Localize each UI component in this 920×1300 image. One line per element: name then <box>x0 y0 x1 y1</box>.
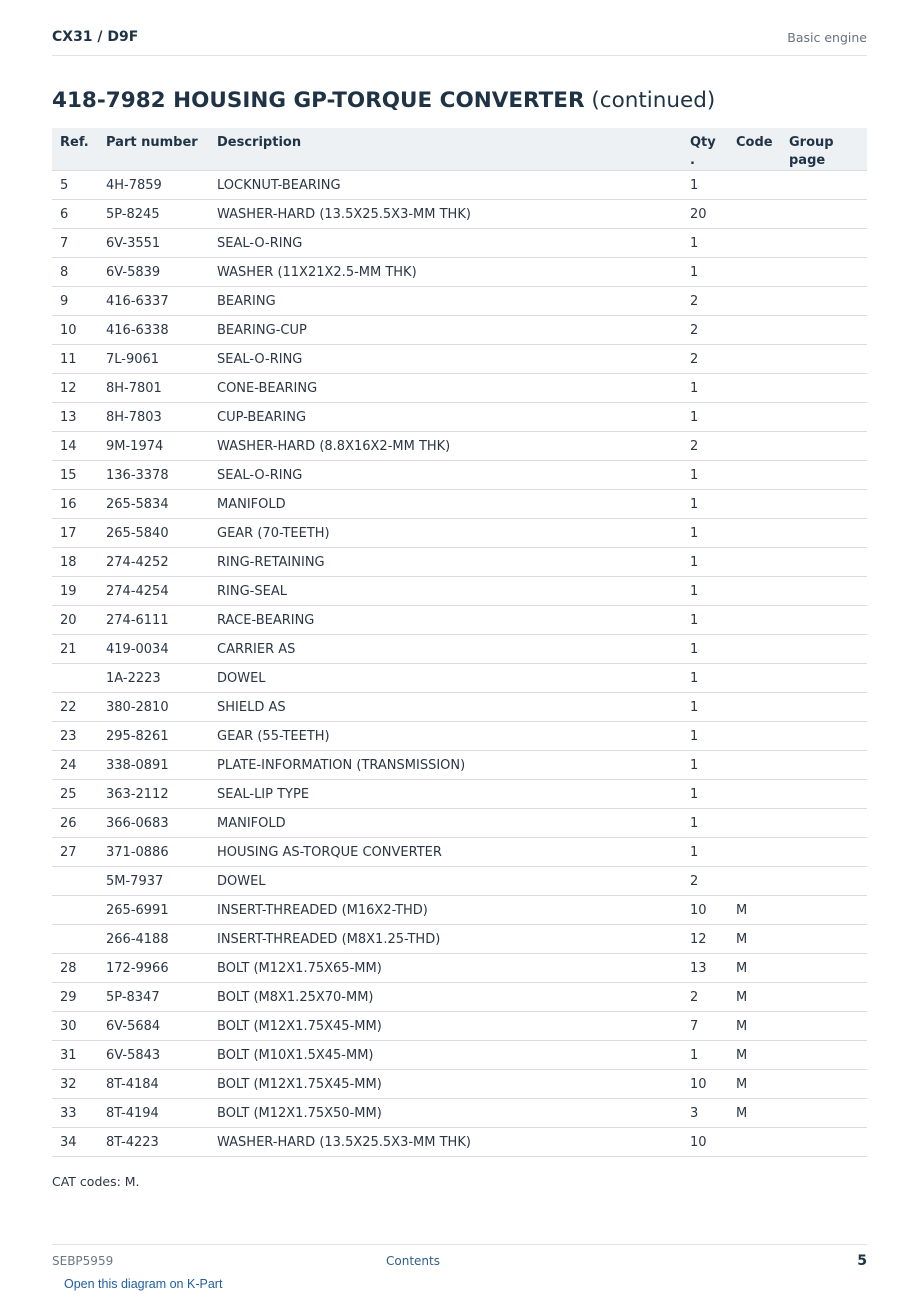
cell-code <box>728 171 781 200</box>
cell-group-page <box>781 635 867 664</box>
cell-code <box>728 229 781 258</box>
cell-description: WASHER-HARD (8.8X16X2-MM THK) <box>209 432 682 461</box>
table-row <box>52 1128 867 1157</box>
table-row <box>52 229 867 258</box>
table-row <box>52 780 867 809</box>
cell-description: WASHER-HARD (13.5X25.5X3-MM THK) <box>209 1128 682 1157</box>
cell-description: GEAR (70-TEETH) <box>209 519 682 548</box>
cell-part-number: 9M-1974 <box>98 432 209 461</box>
cell-ref: 13 <box>52 403 98 432</box>
cell-qty: 1 <box>682 809 728 838</box>
table-row <box>52 635 867 664</box>
cell-part-number: 419-0034 <box>98 635 209 664</box>
cell-code <box>728 374 781 403</box>
cell-ref <box>52 896 98 925</box>
cell-description: MANIFOLD <box>209 809 682 838</box>
cell-ref: 5 <box>52 171 98 200</box>
cell-part-number: 5P-8245 <box>98 200 209 229</box>
cell-part-number: 6V-5684 <box>98 1012 209 1041</box>
cell-part-number: 6V-3551 <box>98 229 209 258</box>
cell-qty: 2 <box>682 287 728 316</box>
cell-ref <box>52 664 98 693</box>
cell-qty: 3 <box>682 1099 728 1128</box>
cell-part-number: 363-2112 <box>98 780 209 809</box>
cell-part-number: 8T-4184 <box>98 1070 209 1099</box>
cell-code <box>728 751 781 780</box>
cell-ref: 26 <box>52 809 98 838</box>
cell-group-page <box>781 838 867 867</box>
cell-code: M <box>728 896 781 925</box>
cell-qty: 1 <box>682 374 728 403</box>
cell-code <box>728 693 781 722</box>
cell-ref <box>52 925 98 954</box>
table-row <box>52 461 867 490</box>
cell-part-number: 8H-7803 <box>98 403 209 432</box>
cell-part-number: 5M-7937 <box>98 867 209 896</box>
cell-part-number: 265-6991 <box>98 896 209 925</box>
group-header-line1: Group <box>789 135 834 150</box>
cell-description: WASHER-HARD (13.5X25.5X3-MM THK) <box>209 200 682 229</box>
cell-ref: 31 <box>52 1041 98 1070</box>
cell-group-page <box>781 1041 867 1070</box>
cell-description: RING-SEAL <box>209 577 682 606</box>
cell-qty: 10 <box>682 896 728 925</box>
table-row <box>52 519 867 548</box>
cell-part-number: 274-4252 <box>98 548 209 577</box>
cell-qty: 1 <box>682 664 728 693</box>
cell-part-number: 416-6338 <box>98 316 209 345</box>
cell-description: GEAR (55-TEETH) <box>209 722 682 751</box>
cell-description: SEAL-LIP TYPE <box>209 780 682 809</box>
cell-ref: 28 <box>52 954 98 983</box>
table-row <box>52 983 867 1012</box>
column-header-part-number: Part number <box>98 128 209 171</box>
cell-qty: 2 <box>682 867 728 896</box>
cell-group-page <box>781 577 867 606</box>
cell-code <box>728 519 781 548</box>
cell-code <box>728 287 781 316</box>
cell-description: DOWEL <box>209 664 682 693</box>
page-title <box>52 88 715 113</box>
cell-ref: 16 <box>52 490 98 519</box>
group-header-line2: page <box>789 153 826 168</box>
cell-qty: 1 <box>682 838 728 867</box>
cell-ref: 30 <box>52 1012 98 1041</box>
cell-group-page <box>781 751 867 780</box>
table-row <box>52 838 867 867</box>
cell-code <box>728 606 781 635</box>
table-row <box>52 1099 867 1128</box>
table-row <box>52 664 867 693</box>
cell-group-page <box>781 374 867 403</box>
cell-description: BEARING-CUP <box>209 316 682 345</box>
cell-code <box>728 548 781 577</box>
cell-qty: 1 <box>682 722 728 751</box>
title-suffix: (continued) <box>591 88 716 113</box>
cell-group-page <box>781 287 867 316</box>
title-main: 418-7982 HOUSING GP-TORQUE CONVERTER <box>52 88 585 113</box>
cell-qty: 1 <box>682 229 728 258</box>
cell-description: CUP-BEARING <box>209 403 682 432</box>
cell-description: WASHER (11X21X2.5-MM THK) <box>209 258 682 287</box>
cell-qty: 12 <box>682 925 728 954</box>
cell-part-number: 4H-7859 <box>98 171 209 200</box>
cell-ref: 18 <box>52 548 98 577</box>
cell-group-page <box>781 867 867 896</box>
cell-code: M <box>728 983 781 1012</box>
cell-group-page <box>781 925 867 954</box>
cell-qty: 1 <box>682 461 728 490</box>
cell-ref: 10 <box>52 316 98 345</box>
table-row <box>52 316 867 345</box>
table-header-row <box>52 128 867 171</box>
cell-description: SEAL-O-RING <box>209 345 682 374</box>
cell-qty: 1 <box>682 606 728 635</box>
cell-code: M <box>728 1070 781 1099</box>
cell-part-number: 7L-9061 <box>98 345 209 374</box>
cell-part-number: 274-6111 <box>98 606 209 635</box>
cell-ref: 17 <box>52 519 98 548</box>
cell-ref: 20 <box>52 606 98 635</box>
cell-description: INSERT-THREADED (M16X2-THD) <box>209 896 682 925</box>
column-header-description: Description <box>209 128 682 171</box>
cell-ref: 14 <box>52 432 98 461</box>
cell-code <box>728 722 781 751</box>
cell-qty: 1 <box>682 635 728 664</box>
cell-qty: 1 <box>682 1041 728 1070</box>
cell-group-page <box>781 403 867 432</box>
cell-group-page <box>781 171 867 200</box>
table-row <box>52 258 867 287</box>
cell-part-number: 8H-7801 <box>98 374 209 403</box>
cell-description: BOLT (M12X1.75X45-MM) <box>209 1070 682 1099</box>
cell-ref: 6 <box>52 200 98 229</box>
cell-qty: 2 <box>682 316 728 345</box>
cell-qty: 1 <box>682 751 728 780</box>
cell-group-page <box>781 954 867 983</box>
cell-group-page <box>781 780 867 809</box>
cell-code <box>728 577 781 606</box>
cell-qty: 1 <box>682 548 728 577</box>
cell-qty: 1 <box>682 519 728 548</box>
cell-ref <box>52 867 98 896</box>
cell-description: BOLT (M12X1.75X50-MM) <box>209 1099 682 1128</box>
cat-codes-note: CAT codes: M. <box>52 1174 140 1189</box>
open-diagram-kpart-link[interactable]: Open this diagram on K-Part <box>64 1277 223 1291</box>
cell-description: SEAL-O-RING <box>209 461 682 490</box>
cell-part-number: 6V-5843 <box>98 1041 209 1070</box>
table-row <box>52 809 867 838</box>
section-label: Basic engine <box>787 30 867 45</box>
cell-description: MANIFOLD <box>209 490 682 519</box>
column-header-code: Code <box>728 128 781 171</box>
table-row <box>52 1012 867 1041</box>
table-row <box>52 606 867 635</box>
cell-group-page <box>781 1099 867 1128</box>
cell-ref: 25 <box>52 780 98 809</box>
cell-group-page <box>781 693 867 722</box>
cell-ref: 8 <box>52 258 98 287</box>
cell-ref: 23 <box>52 722 98 751</box>
cell-description: LOCKNUT-BEARING <box>209 171 682 200</box>
cell-code <box>728 780 781 809</box>
cell-group-page <box>781 200 867 229</box>
cell-group-page <box>781 1012 867 1041</box>
cell-qty: 1 <box>682 490 728 519</box>
table-row <box>52 403 867 432</box>
cell-part-number: 265-5834 <box>98 490 209 519</box>
cell-qty: 7 <box>682 1012 728 1041</box>
document-id: SEBP5959 <box>52 1254 114 1268</box>
table-row <box>52 345 867 374</box>
cell-code <box>728 490 781 519</box>
cell-group-page <box>781 519 867 548</box>
table-row <box>52 751 867 780</box>
cell-ref: 21 <box>52 635 98 664</box>
cell-qty: 2 <box>682 983 728 1012</box>
cell-code: M <box>728 1012 781 1041</box>
cell-qty: 1 <box>682 258 728 287</box>
cell-code <box>728 200 781 229</box>
parts-table <box>52 128 867 1157</box>
column-header-qty <box>682 128 728 171</box>
cell-description: CONE-BEARING <box>209 374 682 403</box>
cell-qty: 1 <box>682 171 728 200</box>
cell-description: BOLT (M12X1.75X65-MM) <box>209 954 682 983</box>
cell-group-page <box>781 229 867 258</box>
cell-code <box>728 461 781 490</box>
table-row <box>52 722 867 751</box>
cell-code <box>728 1128 781 1157</box>
cell-part-number: 265-5840 <box>98 519 209 548</box>
cell-ref: 29 <box>52 983 98 1012</box>
cell-description: RING-RETAINING <box>209 548 682 577</box>
cell-code <box>728 403 781 432</box>
cell-code <box>728 345 781 374</box>
cell-part-number: 380-2810 <box>98 693 209 722</box>
cell-part-number: 6V-5839 <box>98 258 209 287</box>
table-row <box>52 693 867 722</box>
cell-group-page <box>781 316 867 345</box>
cell-qty: 1 <box>682 403 728 432</box>
cell-part-number: 295-8261 <box>98 722 209 751</box>
cell-ref: 15 <box>52 461 98 490</box>
cell-code <box>728 809 781 838</box>
parts-table-body <box>52 171 867 1157</box>
cell-qty: 1 <box>682 780 728 809</box>
column-header-group-page <box>781 128 867 171</box>
cell-group-page <box>781 722 867 751</box>
cell-ref: 34 <box>52 1128 98 1157</box>
table-row <box>52 548 867 577</box>
cell-part-number: 371-0886 <box>98 838 209 867</box>
cell-part-number: 5P-8347 <box>98 983 209 1012</box>
cell-group-page <box>781 258 867 287</box>
qty-header-line1: Qty <box>690 135 716 150</box>
cell-group-page <box>781 896 867 925</box>
cell-part-number: 266-4188 <box>98 925 209 954</box>
cell-group-page <box>781 345 867 374</box>
table-row <box>52 577 867 606</box>
cell-description: BOLT (M10X1.5X45-MM) <box>209 1041 682 1070</box>
cell-ref: 19 <box>52 577 98 606</box>
cell-part-number: 8T-4223 <box>98 1128 209 1157</box>
cell-group-page <box>781 809 867 838</box>
table-row <box>52 867 867 896</box>
cell-description: SEAL-O-RING <box>209 229 682 258</box>
cell-description: BOLT (M8X1.25X70-MM) <box>209 983 682 1012</box>
cell-ref: 24 <box>52 751 98 780</box>
contents-link[interactable]: Contents <box>386 1254 440 1268</box>
cell-code <box>728 258 781 287</box>
cell-ref: 9 <box>52 287 98 316</box>
cell-code: M <box>728 925 781 954</box>
cell-qty: 2 <box>682 345 728 374</box>
cell-code <box>728 432 781 461</box>
cell-group-page <box>781 432 867 461</box>
cell-qty: 1 <box>682 577 728 606</box>
cell-description: INSERT-THREADED (M8X1.25-THD) <box>209 925 682 954</box>
cell-description: BOLT (M12X1.75X45-MM) <box>209 1012 682 1041</box>
cell-group-page <box>781 983 867 1012</box>
cell-qty: 13 <box>682 954 728 983</box>
table-row <box>52 1070 867 1099</box>
cell-qty: 10 <box>682 1070 728 1099</box>
cell-group-page <box>781 1070 867 1099</box>
table-row <box>52 200 867 229</box>
cell-description: DOWEL <box>209 867 682 896</box>
cell-ref: 12 <box>52 374 98 403</box>
cell-description: BEARING <box>209 287 682 316</box>
cell-ref: 22 <box>52 693 98 722</box>
cell-code: M <box>728 1099 781 1128</box>
cell-ref: 7 <box>52 229 98 258</box>
table-row <box>52 1041 867 1070</box>
cell-ref: 32 <box>52 1070 98 1099</box>
cell-qty: 20 <box>682 200 728 229</box>
cell-code: M <box>728 954 781 983</box>
table-row <box>52 287 867 316</box>
cell-ref: 33 <box>52 1099 98 1128</box>
cell-group-page <box>781 606 867 635</box>
cell-group-page <box>781 548 867 577</box>
cell-qty: 10 <box>682 1128 728 1157</box>
cell-group-page <box>781 664 867 693</box>
cell-description: SHIELD AS <box>209 693 682 722</box>
qty-header-line2: . <box>690 153 695 168</box>
cell-part-number: 338-0891 <box>98 751 209 780</box>
table-row <box>52 896 867 925</box>
cell-part-number: 366-0683 <box>98 809 209 838</box>
cell-part-number: 172-9966 <box>98 954 209 983</box>
page-footer <box>52 1244 867 1275</box>
cell-qty: 2 <box>682 432 728 461</box>
cell-part-number: 8T-4194 <box>98 1099 209 1128</box>
cell-description: RACE-BEARING <box>209 606 682 635</box>
cell-code <box>728 316 781 345</box>
cell-code <box>728 635 781 664</box>
cell-description: PLATE-INFORMATION (TRANSMISSION) <box>209 751 682 780</box>
cell-group-page <box>781 461 867 490</box>
column-header-ref: Ref. <box>52 128 98 171</box>
cell-description: CARRIER AS <box>209 635 682 664</box>
table-row <box>52 432 867 461</box>
cell-code: M <box>728 1041 781 1070</box>
table-row <box>52 925 867 954</box>
cell-code <box>728 664 781 693</box>
page-header <box>52 28 867 56</box>
cell-part-number: 1A-2223 <box>98 664 209 693</box>
cell-qty: 1 <box>682 693 728 722</box>
page-number: 5 <box>857 1253 867 1269</box>
cell-group-page <box>781 490 867 519</box>
model-label: CX31 / D9F <box>52 29 139 45</box>
cell-ref: 27 <box>52 838 98 867</box>
cell-code <box>728 867 781 896</box>
table-row <box>52 374 867 403</box>
table-row <box>52 954 867 983</box>
cell-code <box>728 838 781 867</box>
cell-description: HOUSING AS-TORQUE CONVERTER <box>209 838 682 867</box>
table-row <box>52 490 867 519</box>
table-row <box>52 171 867 200</box>
cell-group-page <box>781 1128 867 1157</box>
cell-part-number: 416-6337 <box>98 287 209 316</box>
cell-ref: 11 <box>52 345 98 374</box>
cell-part-number: 274-4254 <box>98 577 209 606</box>
cell-part-number: 136-3378 <box>98 461 209 490</box>
